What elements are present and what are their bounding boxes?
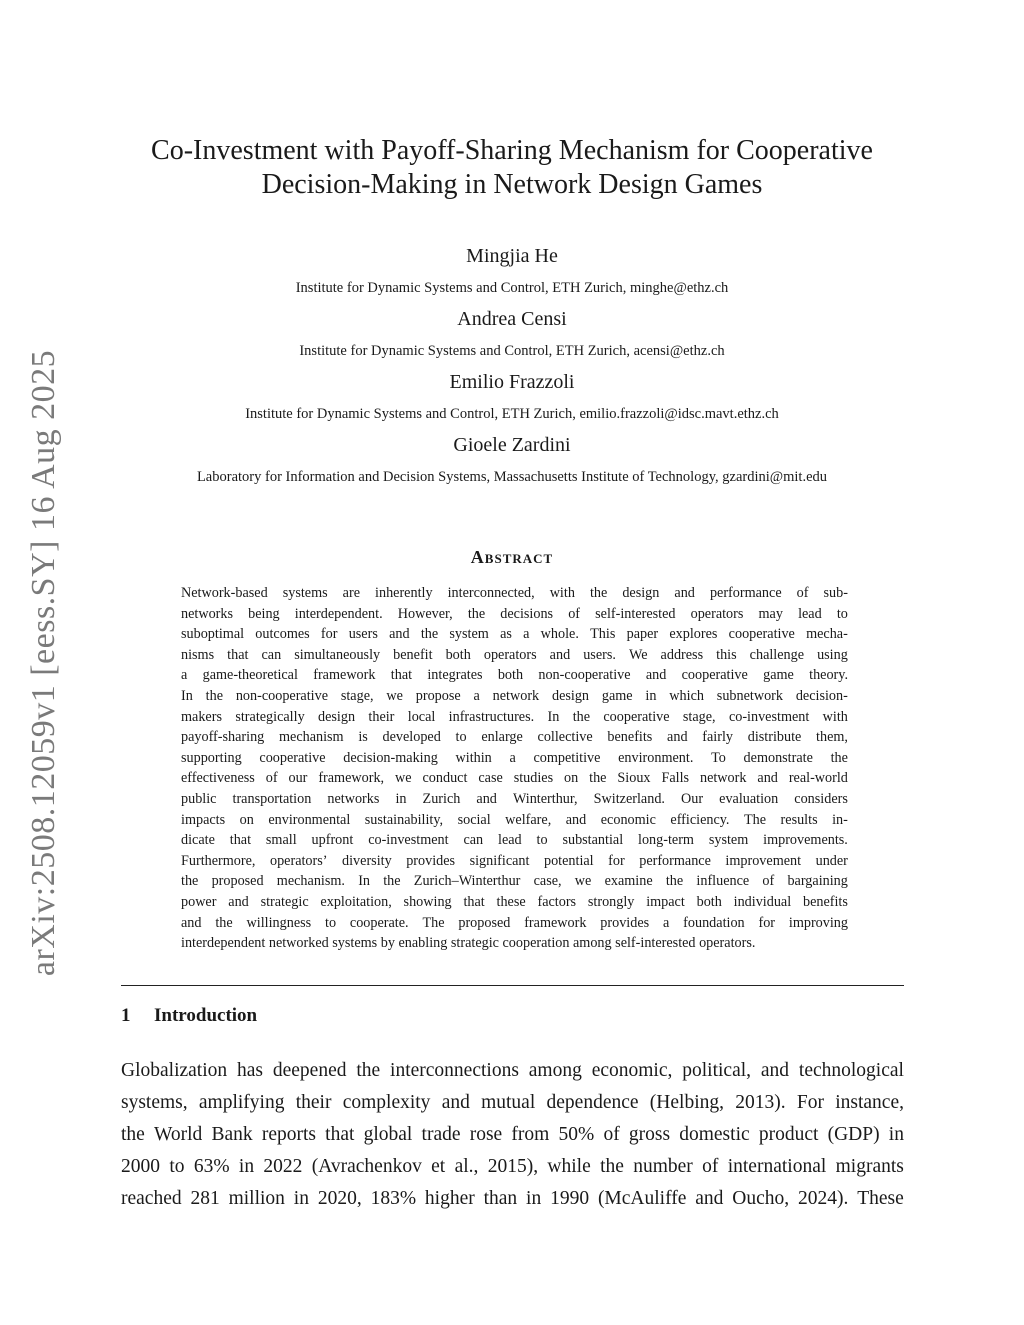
abstract-heading: Abstract (470, 547, 554, 567)
author-block (100, 241, 924, 495)
abstract-line: the proposed mechanism. In the Zurich–Winterthur case, we examine the influence of bargaining (181, 873, 848, 890)
abstract-line: supporting cooperative decision-making within a competitive environment. To demonstrate the (181, 749, 848, 766)
abstract-line: power and strategic exploitation, showing that these factors strongly impact both individual benefits (181, 893, 848, 910)
abstract-line: effectiveness of our framework, we conduct case studies on the Sioux Falls network and real-world (181, 770, 848, 787)
section-heading (121, 1005, 257, 1027)
section-divider (121, 985, 904, 986)
abstract-line: In the non-cooperative stage, we propose a network design game in which subnetwork decision- (181, 687, 848, 704)
abstract-line: nisms that can simultaneously benefit both operators and users. We address this challenge using (181, 646, 848, 663)
author-name: Andrea Censi (457, 308, 567, 330)
section-title: Introduction (154, 1005, 258, 1026)
abstract-line: a game-theoretical framework that integrates both non-cooperative and cooperative game theory. (181, 667, 848, 684)
abstract-line: impacts on environmental sustainability, social welfare, and economic efficiency. The results in- (181, 811, 848, 828)
arxiv-identifier-stamp[interactable]: arXiv:2508.12059v1 [eess.SY] 16 Aug 2025 (25, 349, 62, 977)
body-line: the World Bank reports that global trade rose from 50% of gross domestic product (GDP) in (121, 1124, 904, 1145)
abstract-line: suboptimal outcomes for users and the system as a whole. This paper explores cooperative mecha- (181, 626, 848, 643)
abstract-text (181, 583, 848, 954)
body-line: systems, amplifying their complexity and mutual dependence (Helbing, 2013). For instance, (121, 1092, 904, 1113)
author-affiliation: Institute for Dynamic Systems and Control, ETH Zurich, acensi@ethz.ch (299, 343, 725, 359)
body-line: Globalization has deepened the interconnections among economic, political, and technological (121, 1060, 904, 1081)
abstract-line: and the willingness to cooperate. The proposed framework provides a foundation for improving (181, 914, 848, 931)
introduction-text (121, 1055, 904, 1215)
author-affiliation: Institute for Dynamic Systems and Control, ETH Zurich, minghe@ethz.ch (295, 280, 729, 296)
abstract-line: Network-based systems are inherently interconnected, with the design and performance of sub- (181, 585, 848, 601)
author-name: Emilio Frazzoli (449, 371, 575, 393)
abstract-line: networks being interdependent. However, the decisions of self-interested operators may lead to (181, 605, 848, 622)
abstract-line: Furthermore, operators’ diversity provides significant potential for performance improvement under (181, 852, 848, 869)
title-line-2: Decision-Making in Network Design Games (261, 169, 763, 200)
abstract-line: dicate that small upfront co-investment can lead to substantial long-term system improvements. (181, 832, 848, 849)
author-affiliation: Institute for Dynamic Systems and Control, ETH Zurich, emilio.frazzoli@idsc.mavt.ethz.ch (245, 406, 779, 422)
abstract-line: makers strategically design their local infrastructures. In the cooperative stage, co-investment with (181, 708, 848, 725)
abstract-line: payoff-sharing mechanism is developed to enlarge collective benefits and fairly distribute them, (181, 729, 848, 746)
body-line: 2000 to 63% in 2022 (Avrachenkov et al., 2015), while the number of international migrants (121, 1156, 904, 1177)
author-name: Gioele Zardini (453, 434, 571, 456)
paper-title (100, 134, 924, 202)
author-name: Mingjia He (466, 245, 558, 267)
abstract-line: public transportation networks in Zurich and Winterthur, Switzerland. Our evaluation considers (181, 790, 848, 807)
title-line-1: Co-Investment with Payoff-Sharing Mechanism for Cooperative (151, 135, 873, 166)
section-number: 1 (121, 1005, 131, 1026)
body-line: reached 281 million in 2020, 183% higher than in 1990 (McAuliffe and Oucho, 2024). These (121, 1188, 904, 1209)
abstract-line: interdependent networked systems by enabling strategic cooperation among self-interested operators. (181, 935, 756, 952)
author-affiliation: Laboratory for Information and Decision Systems, Massachusetts Institute of Technology, gzardini@mit.edu (196, 469, 828, 485)
